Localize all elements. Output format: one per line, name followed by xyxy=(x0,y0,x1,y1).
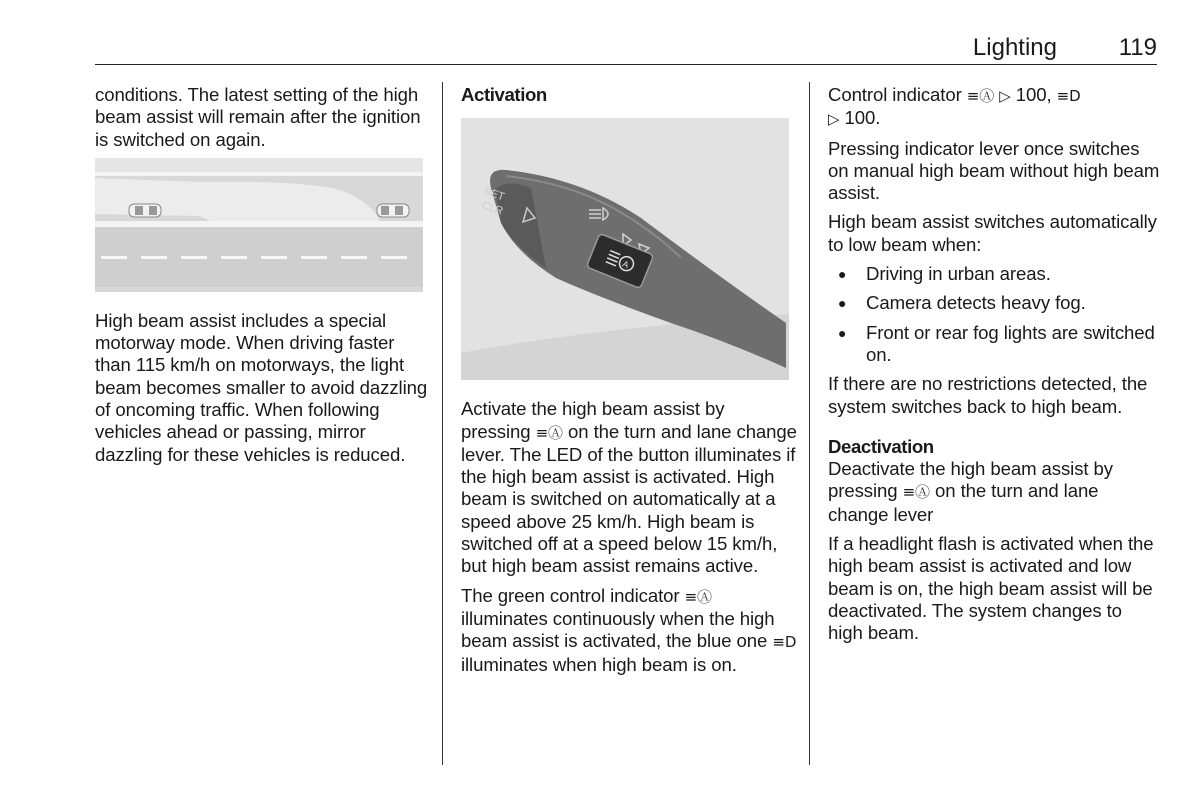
paragraph: If there are no restrictions detected, the system switches back to high beam. xyxy=(828,373,1148,417)
text-run: Control indicator xyxy=(828,84,962,105)
text-run: The green control indicator xyxy=(461,584,680,606)
paragraph xyxy=(828,84,1160,131)
high-beam-assist-icon: ≡Ⓐ xyxy=(684,587,712,606)
paragraph: High beam assist switches automatically to low beam when: xyxy=(828,211,1157,255)
paragraph: High beam assist includes a special motorway mode. When driving faster than 115 km/h on motorways, the light beam becomes smaller to avoid dazzling of oncoming traffic. When following vehicles ahead or passing, mirror dazzling for these vehicles is reduced. xyxy=(95,309,428,465)
high-beam-icon: ≡D xyxy=(1056,87,1081,105)
list-item: ● Camera detects heavy fog. xyxy=(828,292,1160,314)
column-right xyxy=(828,84,1160,652)
page-reference-icon: ▷ xyxy=(828,110,840,129)
paragraph xyxy=(461,398,797,577)
text-run: on the turn and lane change lever. The LED of the button illuminates if the high beam assist is activated. High beam is switched on automatically at a speed above 25 km/h. High beam is switched off at a speed below 15 km/h, but high beam assist remains active. xyxy=(461,420,797,577)
paragraph xyxy=(461,585,797,676)
car-icon xyxy=(377,204,409,217)
paragraph xyxy=(828,458,1160,526)
text-run: Deactivate the high beam assist by pressing xyxy=(828,458,1113,502)
text-run: illuminates continuously when the high beam assist is activated, the blue one xyxy=(461,607,775,652)
clr-label: CLR xyxy=(480,199,505,218)
list-item: ● Driving in urban areas. xyxy=(828,263,1160,285)
page-reference-link[interactable]: 100, xyxy=(1015,84,1052,105)
page-reference-link[interactable]: 100. xyxy=(844,107,881,129)
section-title: Lighting xyxy=(972,34,1057,61)
text-run: illuminates when high beam is on. xyxy=(461,653,737,675)
column-middle xyxy=(461,84,797,683)
page-number: 119 xyxy=(1118,34,1157,61)
high-beam-assist-icon: ≡Ⓐ xyxy=(966,87,995,105)
paragraph: Pressing indicator lever once switches on manual high beam without high beam assist. xyxy=(828,137,1160,204)
text-run: Activate the high beam assist by pressing xyxy=(461,398,725,442)
high-beam-assist-icon: ≡Ⓐ xyxy=(535,423,563,442)
list-item: ● Front or rear fog lights are switched on. xyxy=(828,322,1160,367)
high-beam-assist-icon: ≡Ⓐ xyxy=(902,483,930,502)
section-heading: Deactivation xyxy=(828,435,934,457)
section-heading: Activation xyxy=(461,84,547,105)
car-icon xyxy=(129,204,161,217)
svg-text:A: A xyxy=(620,258,631,271)
paragraph: conditions. The latest setting of the high beam assist will remain after the ignition is switched on again. xyxy=(95,84,421,150)
column-left xyxy=(95,84,428,473)
text-run: on the turn and lane change lever xyxy=(828,480,1099,525)
paragraph: If a headlight flash is activated when the high beam assist is activated and low beam is on, the high beam assist will be deactivated. The system changes to high beam. xyxy=(828,533,1154,644)
condition-list xyxy=(828,263,1160,366)
page-reference-icon: ▷ xyxy=(999,87,1011,105)
motorway-mode-illustration xyxy=(95,158,423,292)
column-divider xyxy=(442,82,443,765)
high-beam-icon: ≡D xyxy=(772,633,797,652)
turn-lever-illustration xyxy=(461,118,789,380)
page-header xyxy=(95,30,1157,65)
column-divider xyxy=(809,82,810,765)
set-label: SET xyxy=(482,185,506,204)
